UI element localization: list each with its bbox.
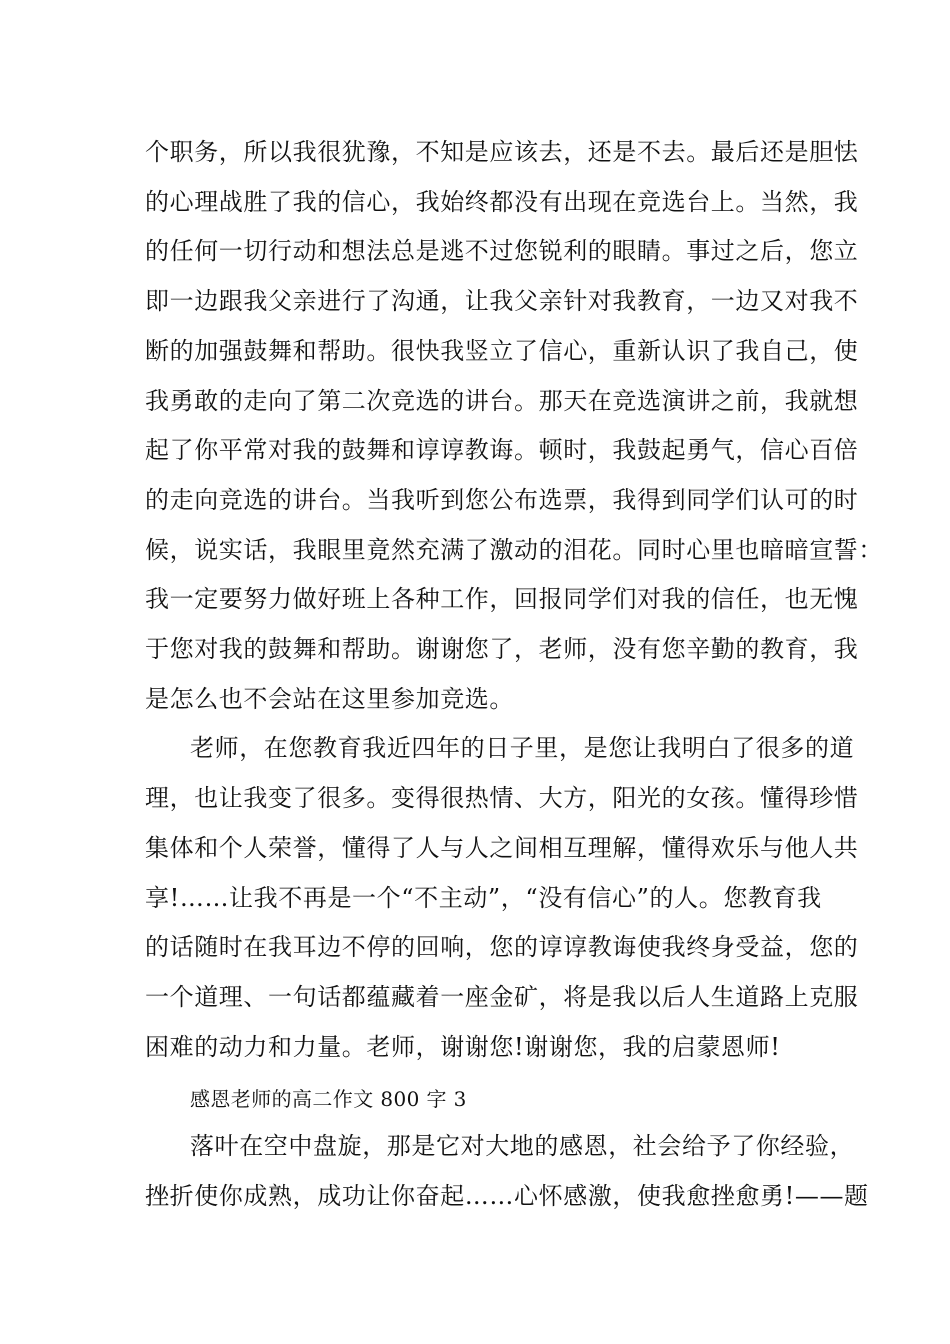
text-line: 落叶在空中盘旋，那是它对大地的感恩，社会给予了你经验， xyxy=(190,1132,855,1160)
text-line: 于您对我的鼓舞和帮助。谢谢您了，老师，没有您辛勤的教育，我 xyxy=(145,635,859,663)
text-line: 的走向竞选的讲台。当我听到您公布选票，我得到同学们认可的时 xyxy=(145,486,859,514)
text-line: 我一定要努力做好班上各种工作，回报同学们对我的信任，也无愧 xyxy=(145,585,859,613)
text-line: 我勇敢的走向了第二次竞选的讲台。那天在竞选演讲之前，我就想 xyxy=(145,387,859,415)
text-line: 的话随时在我耳边不停的回响，您的谆谆教诲使我终身受益，您的 xyxy=(145,933,859,961)
text-line: 老师，在您教育我近四年的日子里，是您让我明白了很多的道 xyxy=(190,734,855,762)
text-line: 挫折使你成熟，成功让你奋起……心怀感激，使我愈挫愈勇!——题 xyxy=(145,1182,869,1210)
text-line: 困难的动力和力量。老师，谢谢您!谢谢您，我的启蒙恩师! xyxy=(145,1033,781,1061)
text-line: 起了你平常对我的鼓舞和谆谆教诲。顿时，我鼓起勇气，信心百倍 xyxy=(145,436,859,464)
text-line: 理，也让我变了很多。变得很热情、大方，阳光的女孩。懂得珍惜 xyxy=(145,784,859,812)
text-line: 断的加强鼓舞和帮助。很快我竖立了信心，重新认识了我自己，使 xyxy=(145,337,859,365)
text-line: 的任何一切行动和想法总是逃不过您锐利的眼睛。事过之后，您立 xyxy=(145,237,859,265)
text-line: 一个道理、一句话都蕴藏着一座金矿，将是我以后人生道路上克服 xyxy=(145,983,859,1011)
text-line: 个职务，所以我很犹豫，不知是应该去，还是不去。最后还是胆怯 xyxy=(145,138,859,166)
text-line: 候，说实话，我眼里竟然充满了激动的泪花。同时心里也暗暗宣誓： xyxy=(145,536,883,564)
text-line: 是怎么也不会站在这里参加竞选。 xyxy=(145,685,514,713)
text-line: 享!……让我不再是一个“不主动”，“没有信心”的人。您教育我 xyxy=(145,884,822,912)
text-line: 即一边跟我父亲进行了沟通，让我父亲针对我教育，一边又对我不 xyxy=(145,287,859,315)
text-line: 的心理战胜了我的信心，我始终都没有出现在竞选台上。当然，我 xyxy=(145,188,859,216)
section-heading: 感恩老师的高二作文 800 字 3 xyxy=(190,1087,467,1111)
text-line: 集体和个人荣誉，懂得了人与人之间相互理解，懂得欢乐与他人共 xyxy=(145,834,859,862)
